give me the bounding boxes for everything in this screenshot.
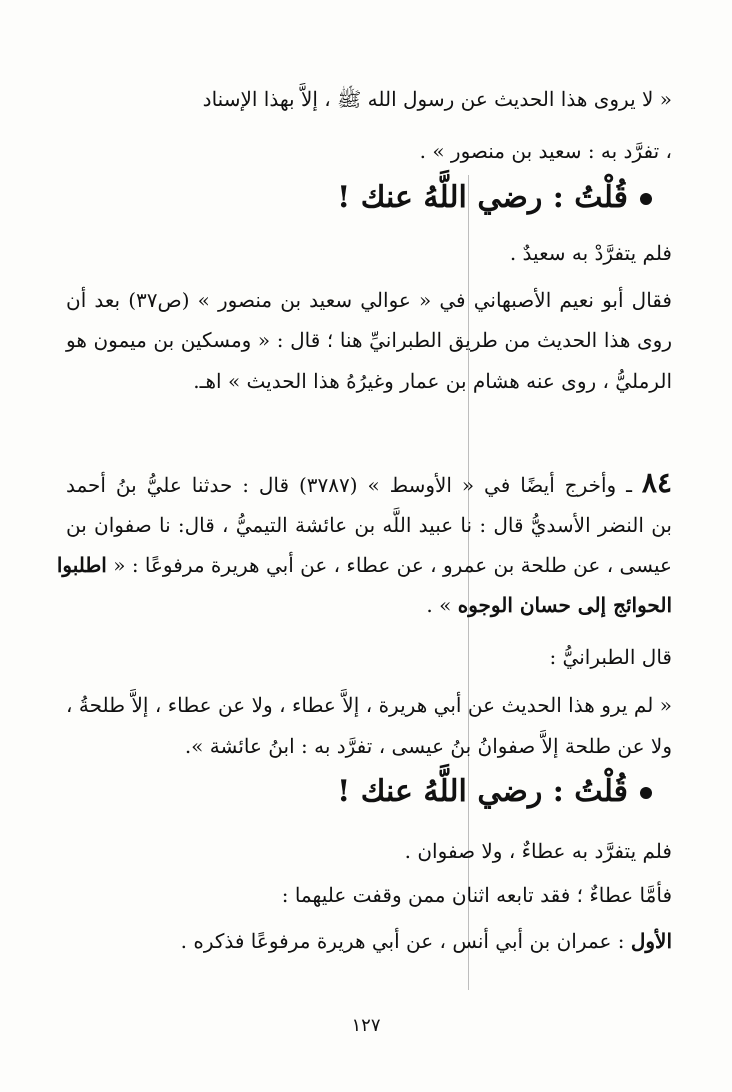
text-line [66, 590, 672, 620]
bold-text: اطلبوا [56, 553, 107, 577]
text-line: فقال أبو نعيم الأصبهاني في « عوالي سعيد بن منصور » (ص٣٧) بعد أن [66, 288, 672, 312]
text-line [56, 550, 672, 580]
text-line: قال الطبرانيُّ : [549, 645, 672, 669]
text-line: « لا يروى هذا الحديث عن رسول الله ﷺ ، إلاَّ بهذا الإسناد [202, 87, 672, 111]
text-line: بن النضر الأسديُّ قال : نا عبيد اللَّه بن عائشة التيميُّ ، قال: نا صفوان بن [66, 513, 672, 537]
heading-text: قُلْتُ : رضي اللَّهُ عنك ! [337, 774, 628, 809]
bullet-icon [640, 193, 652, 205]
bullet-icon [640, 787, 652, 799]
bold-text: الأول [630, 929, 672, 953]
hadith-number: ٨٤ [641, 466, 672, 499]
text-line: فلم يتفرَّدْ به سعيدٌ . [509, 241, 672, 265]
text-segment: : عمران بن أبي أنس ، عن أبي هريرة مرفوعًا فذكره . [180, 929, 625, 953]
hadith-heading-text: ـ وأخرج أيضًا في « الأوسط » (٣٧٨٧) قال : حدثنا عليُّ بنُ أحمد [66, 473, 632, 497]
text-line: روى هذا الحديث من طريق الطبرانيِّ هنا ؛ قال : « ومسكين بن ميمون هو [66, 328, 672, 352]
text-line: ، تفرَّد به : سعيد بن منصور » . [419, 139, 672, 163]
text-segment: عيسى ، عن طلحة بن عمرو ، عن عطاء ، عن أبي هريرة مرفوعًا : « [113, 553, 672, 577]
page-number: ١٢٧ [351, 1015, 381, 1036]
section-heading [66, 772, 652, 812]
section-heading [66, 178, 652, 218]
text-line [66, 926, 672, 956]
text-segment: » . [426, 593, 452, 617]
text-line: ولا عن طلحة إلاَّ صفوانُ بنُ عيسى ، تفرَّد به : ابنُ عائشة ». [184, 734, 672, 758]
heading-text: قُلْتُ : رضي اللَّهُ عنك ! [337, 180, 628, 215]
text-line: « لم يرو هذا الحديث عن أبي هريرة ، إلاَّ عطاء ، ولا عن عطاء ، إلاَّ طلحةُ ، [66, 693, 672, 717]
text-line: فلم يتفرَّد به عطاءٌ ، ولا صفوان . [404, 839, 672, 863]
bold-text: الحوائج إلى حسان الوجوه [457, 593, 672, 617]
text-line: فأمَّا عطاءٌ ؛ فقد تابعه اثنان ممن وقفت عليهما : [281, 883, 672, 907]
hadith-heading-line [66, 468, 672, 500]
text-line: الرمليُّ ، روى عنه هشام بن عمار وغيرُهُ هذا الحديث » اهـ. [193, 369, 672, 393]
